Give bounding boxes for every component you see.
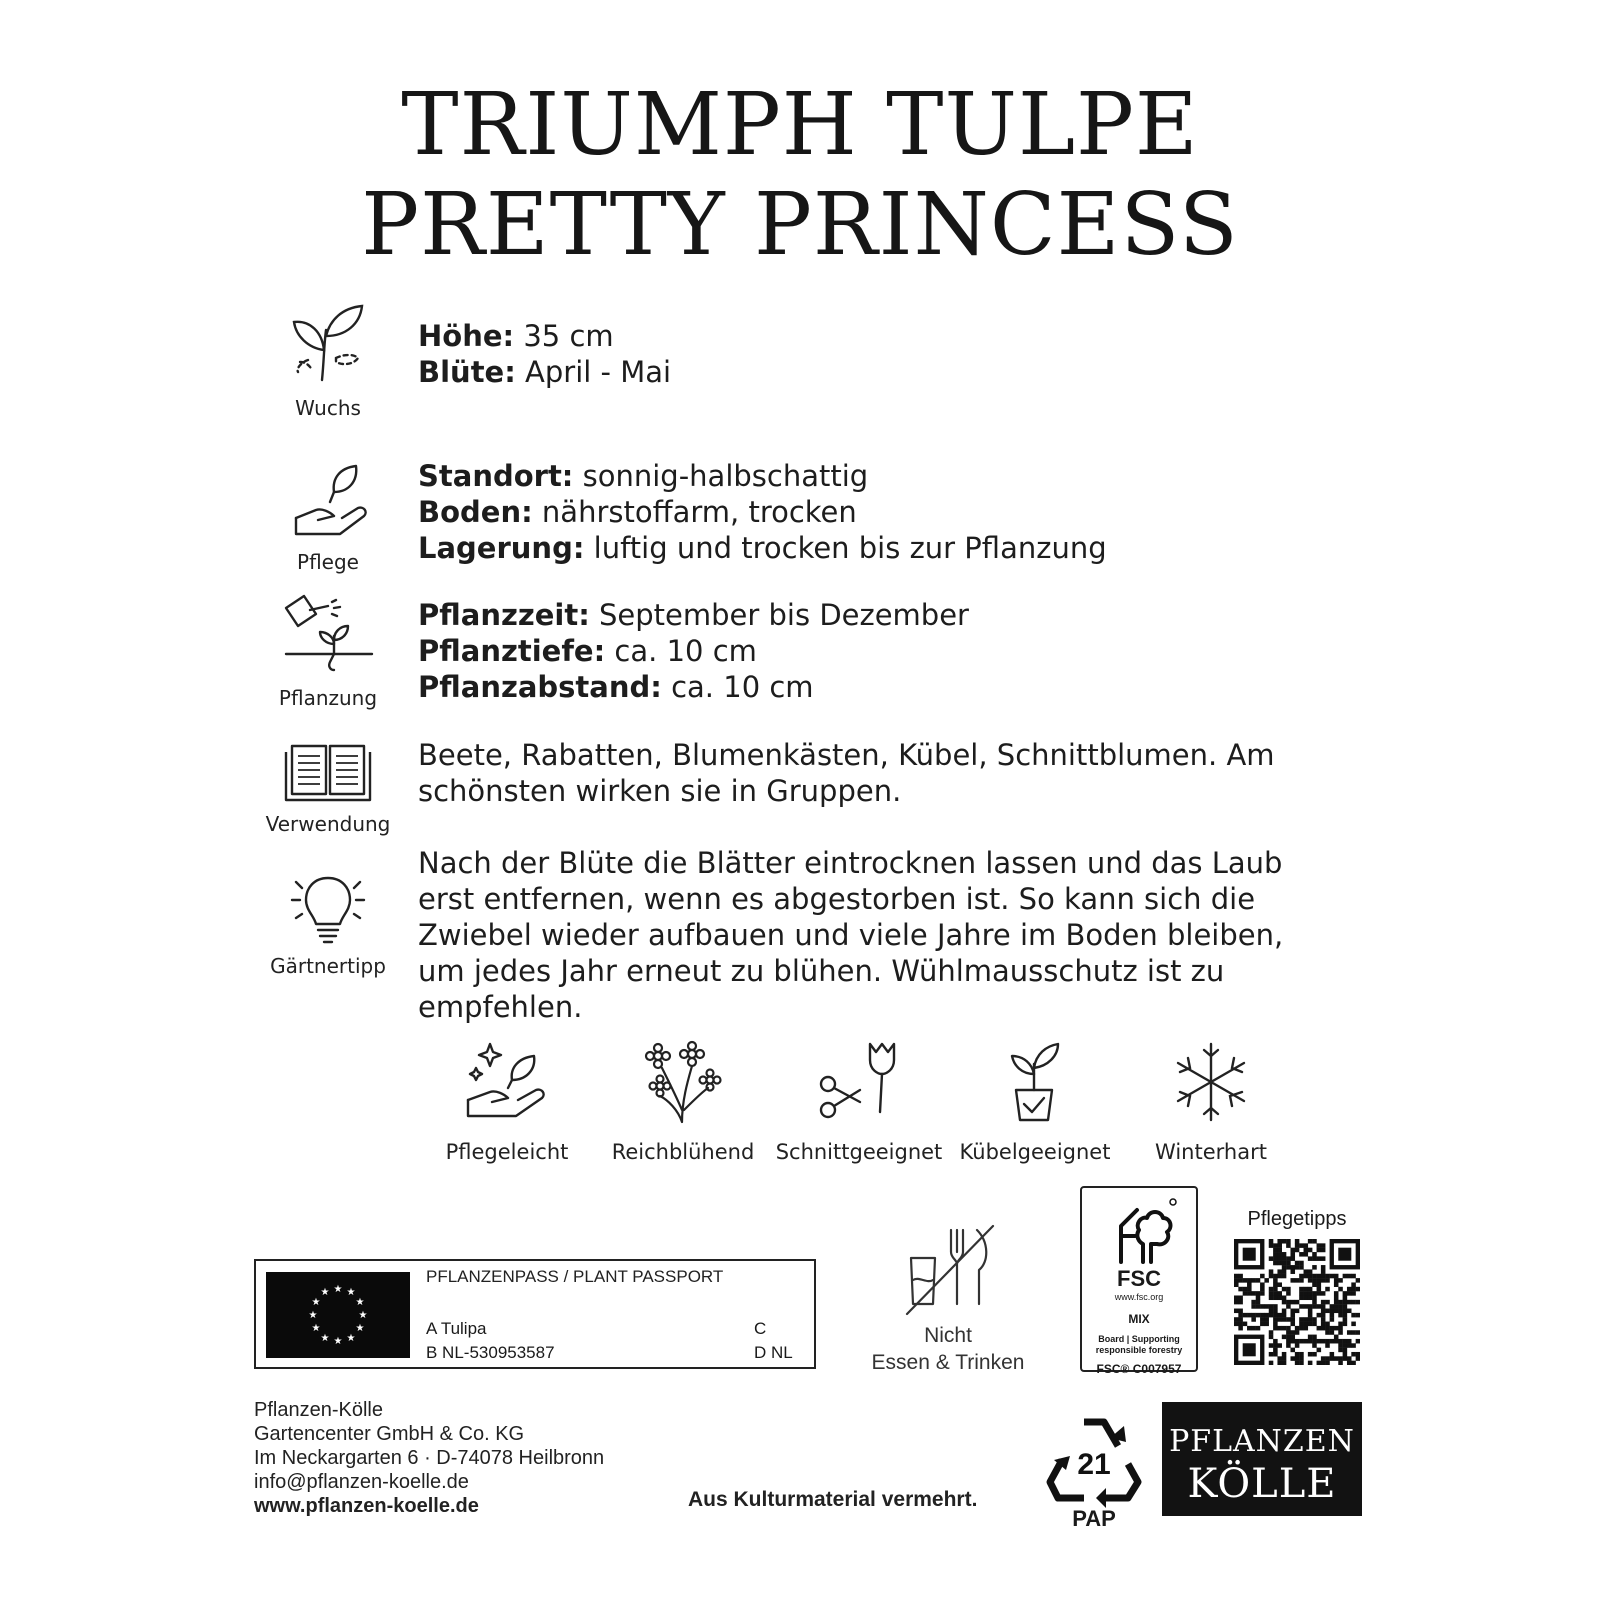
address-line: Gartencenter GmbH & Co. KG [254, 1423, 525, 1445]
company-address [254, 1398, 604, 1518]
svg-text:★: ★ [346, 1287, 356, 1298]
section-caption: Gärtnertipp [270, 954, 386, 978]
section-icon-verwendung [258, 738, 398, 836]
section-text-verwendung: Beete, Rabatten, Blumenkästen, Kübel, Schnittblumen. Am schönsten wirken sie in Gruppen. [418, 738, 1275, 808]
recycling-code: PAP [1072, 1506, 1116, 1531]
snowflake-icon [1166, 1040, 1256, 1124]
warning-line-1: Nicht [924, 1324, 972, 1347]
sparkle-hand-leaf-icon [462, 1040, 552, 1124]
section-text-wuchs [418, 318, 1338, 390]
fsc-name: FSC [1117, 1266, 1161, 1291]
culture-material-note: Aus Kulturmaterial vermehrt. [688, 1488, 978, 1511]
passport-field-b: B NL-530953587 [426, 1343, 555, 1362]
product-title-line-2: PRETTY PRINCESS [361, 175, 1239, 275]
brand-line-2: KÖLLE [1187, 1461, 1337, 1507]
feature-label: Reichblühend [611, 1140, 755, 1164]
recycling-icon [1044, 1408, 1144, 1508]
address-line: Im Neckargarten 6 · D-74078 Heilbronn [254, 1447, 605, 1469]
passport-field-d: D NL [754, 1343, 793, 1362]
eu-stars [266, 1272, 410, 1358]
svg-text:★: ★ [333, 1284, 343, 1295]
svg-text:★: ★ [311, 1297, 321, 1308]
section-text-gaertnertipp: Nach der Blüte die Blätter eintrocknen lassen und das Laub erst entfernen, wenn es abgestorben ist. So kann sich die Zwiebel wieder aufbauen und viele Jahre im Boden bleiben, um jedes Jahr erneut zu blühen. Wühlmausschutz ist zu empfehlen. [418, 846, 1284, 1024]
open-book-icon [278, 738, 378, 806]
info-line: Standort: sonnig-halbschattig [418, 459, 869, 493]
section-icon-pflege [258, 462, 398, 574]
feature-pflegeleicht [419, 1040, 595, 1164]
plant-growth-icon [278, 300, 378, 390]
feature-label: Schnittgeeignet [775, 1140, 943, 1164]
feature-label: Kübelgeeignet [959, 1140, 1111, 1164]
info-line: Pflanztiefe: ca. 10 cm [418, 634, 757, 668]
svg-text:★: ★ [355, 1297, 365, 1308]
feature-schnittgeeignet [771, 1040, 947, 1164]
svg-text:★: ★ [346, 1333, 356, 1344]
svg-text:★: ★ [358, 1310, 368, 1321]
eu-flag-icon [266, 1272, 410, 1358]
hand-leaf-icon [278, 462, 378, 544]
feature-winterhart [1123, 1040, 1299, 1164]
feature-kuebelgeeignet [947, 1040, 1123, 1164]
svg-text:★: ★ [320, 1287, 330, 1298]
product-title-line-1: TRIUMPH TULPE [401, 75, 1199, 175]
feature-reichbluehend [595, 1040, 771, 1164]
address-website[interactable]: www.pflanzen-koelle.de [254, 1495, 479, 1517]
fsc-line-1: Board | Supporting [1098, 1334, 1180, 1344]
brand-logo [1162, 1402, 1362, 1516]
address-email[interactable]: info@pflanzen-koelle.de [254, 1471, 469, 1493]
section-text-pflege [418, 458, 1338, 566]
watering-can-icon [278, 588, 378, 680]
feature-label: Pflegeleicht [445, 1140, 569, 1164]
warning-line-2: Essen & Trinken [871, 1351, 1025, 1374]
info-line: Pflanzzeit: September bis Dezember [418, 598, 969, 632]
potted-plant-icon [990, 1040, 1080, 1124]
qr-code[interactable] [1234, 1239, 1360, 1365]
fsc-line-2: responsible forestry [1095, 1345, 1183, 1355]
info-line: Höhe: 35 cm [418, 319, 614, 353]
section-caption: Pflanzung [278, 686, 378, 710]
plant-passport [254, 1259, 816, 1369]
fsc-mix: MIX [1128, 1312, 1150, 1326]
brand-line-1: PFLANZEN [1169, 1424, 1355, 1459]
info-line: Pflanzabstand: ca. 10 cm [418, 670, 814, 704]
recycling-symbol [1044, 1408, 1144, 1532]
no-food-drink-icon [893, 1218, 1003, 1318]
section-caption: Wuchs [295, 396, 361, 420]
section-icon-gaertnertipp [258, 868, 398, 978]
svg-text:★: ★ [308, 1310, 318, 1321]
flowers-icon [638, 1040, 728, 1124]
qr-label: Pflegetipps [1247, 1208, 1347, 1230]
section-icon-wuchs [258, 300, 398, 420]
fsc-label [1080, 1186, 1198, 1376]
info-line: Blüte: April - Mai [418, 355, 672, 389]
feature-label: Winterhart [1155, 1140, 1267, 1164]
info-line: Boden: nährstoffarm, trocken [418, 495, 857, 529]
section-caption: Verwendung [265, 812, 391, 836]
passport-field-a: A Tulipa [426, 1319, 487, 1338]
not-food-warning [868, 1218, 1028, 1376]
fsc-code: FSC® C007957 [1096, 1362, 1182, 1376]
fsc-url: www.fsc.org [1114, 1292, 1164, 1302]
svg-text:★: ★ [311, 1323, 321, 1334]
passport-field-c: C [754, 1319, 767, 1338]
section-caption: Pflege [297, 550, 359, 574]
section-text-pflanzung [418, 597, 1338, 705]
light-bulb-icon [278, 868, 378, 948]
svg-text:★: ★ [333, 1336, 343, 1347]
fsc-tree-icon [1099, 1196, 1179, 1264]
scissors-tulip-icon [814, 1040, 904, 1124]
address-line: Pflanzen-Kölle [254, 1399, 383, 1421]
svg-text:★: ★ [355, 1323, 365, 1334]
passport-title: PFLANZENPASS / PLANT PASSPORT [426, 1267, 724, 1286]
recycling-number: 21 [1077, 1448, 1111, 1481]
section-icon-pflanzung [258, 588, 398, 710]
info-line: Lagerung: luftig und trocken bis zur Pflanzung [418, 531, 1107, 565]
qr-block [1232, 1208, 1362, 1369]
svg-text:★: ★ [320, 1333, 330, 1344]
